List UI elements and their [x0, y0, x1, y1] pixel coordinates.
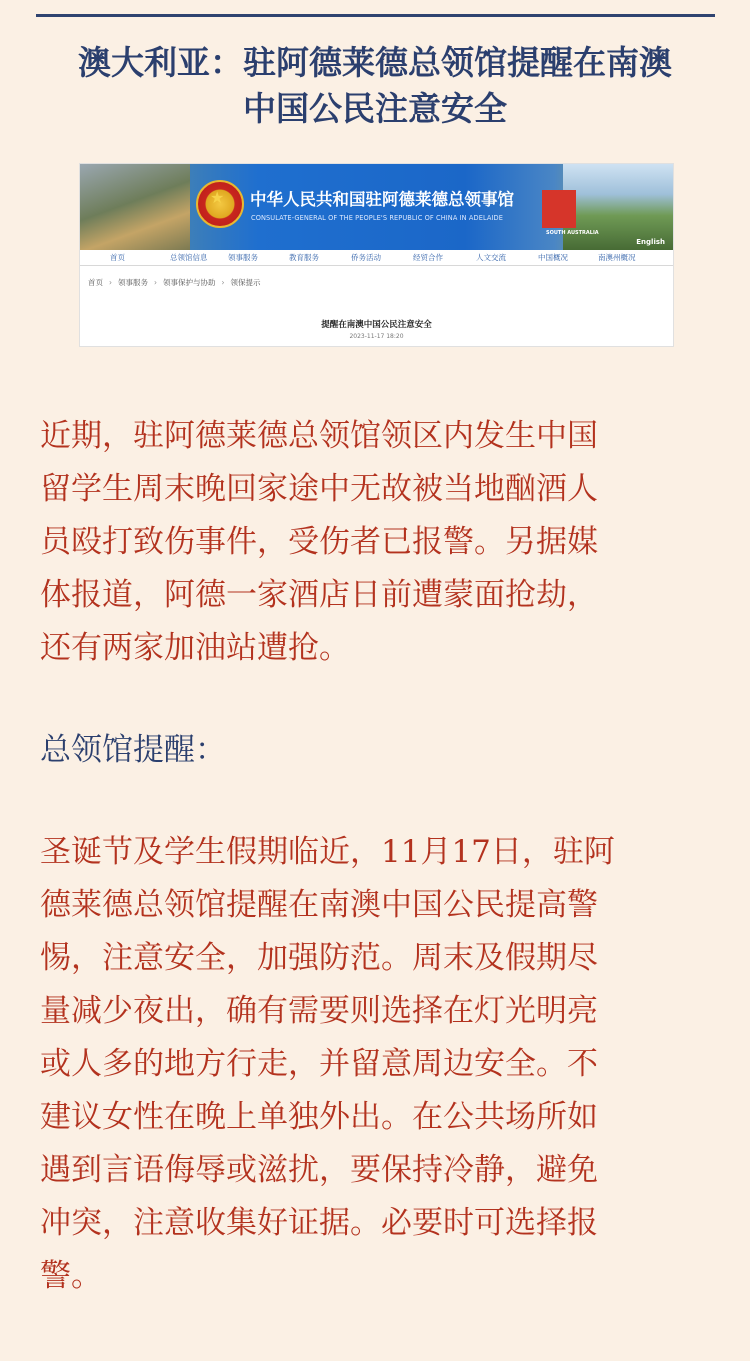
paragraph-line: 体报道，阿德一家酒店日前遭蒙面抢劫， [40, 577, 598, 613]
nav-overseas-chinese[interactable]: 侨务活动 [351, 253, 381, 262]
paragraph-advice [40, 826, 720, 1303]
banner-title: 中华人民共和国驻阿德莱德总领事馆 [250, 190, 514, 209]
paragraph-line: 建议女性在晚上单独外出。在公共场所如 [40, 1099, 598, 1135]
paragraph-line: 遇到言语侮辱或滋扰，要保持冷静，避免 [40, 1152, 598, 1188]
paragraph-line: 圣诞节及学生假期临近，11月17日，驻阿 [40, 834, 615, 870]
paragraph-line: 还有两家加油站遭抢。 [40, 630, 350, 666]
south-australia-logo-text: SOUTH AUSTRALIA [546, 230, 599, 236]
paragraph-line: 德莱德总领馆提醒在南澳中国公民提高警 [40, 887, 598, 923]
nav-culture[interactable]: 人文交流 [476, 253, 506, 262]
paragraph-line: 或人多的地方行走，并留意周边安全。不 [40, 1046, 598, 1082]
breadcrumb-protection[interactable]: 领事保护与协助 [163, 278, 216, 287]
nav-consular-service[interactable]: 领事服务 [228, 253, 258, 262]
website-banner [80, 164, 673, 250]
paragraph-line: 留学生周末晚回家途中无故被当地酗酒人 [40, 471, 598, 507]
nav-home[interactable]: 首页 [110, 253, 125, 262]
section-heading: 总领馆提醒： [40, 732, 226, 768]
title-line-1: 澳大利亚：驻阿德莱德总领馆提醒在南澳 [78, 43, 672, 82]
consulate-website-screenshot [79, 163, 674, 347]
breadcrumb-consular[interactable]: 领事服务 [118, 278, 148, 287]
paragraph-line: 警。 [40, 1258, 102, 1294]
breadcrumb-notice[interactable]: 领保提示 [230, 278, 261, 287]
english-link[interactable]: English [636, 238, 665, 246]
top-divider [36, 14, 715, 17]
nav-education[interactable]: 教育服务 [289, 253, 319, 262]
page-title [0, 40, 750, 132]
nav-consulate-info[interactable]: 总领馆信息 [170, 253, 208, 262]
south-australia-logo [542, 190, 576, 228]
banner-subtitle: CONSULATE-GENERAL OF THE PEOPLE'S REPUBLIC OF CHINA IN ADELAIDE [251, 214, 503, 222]
article-date: 2023-11-17 18:20 [349, 333, 404, 340]
paragraph-line: 量减少夜出，确有需要则选择在灯光明亮 [40, 993, 598, 1029]
paragraph-line: 员殴打致伤事件，受伤者已报警。另据媒 [40, 524, 598, 560]
breadcrumb: 首页 › 领事服务 › 领事保护与协助 › 领保提示 [88, 278, 261, 287]
paragraph-line: 冲突，注意收集好证据。必要时可选择报 [40, 1205, 598, 1241]
national-emblem-icon: ★ [196, 180, 244, 228]
website-nav [80, 250, 673, 266]
great-wall-image [80, 164, 190, 250]
paragraph-line: 惕，注意安全，加强防范。周末及假期尽 [40, 940, 598, 976]
title-line-2: 中国公民注意安全 [243, 89, 507, 128]
article-title: 提醒在南澳中国公民注意安全 [321, 320, 432, 330]
nav-trade[interactable]: 经贸合作 [413, 253, 443, 262]
breadcrumb-home[interactable]: 首页 [88, 278, 103, 287]
paragraph-incident [40, 410, 720, 675]
nav-china-overview[interactable]: 中国概况 [538, 253, 568, 262]
paragraph-line: 近期，驻阿德莱德总领馆领区内发生中国 [40, 418, 598, 454]
nav-sa-overview[interactable]: 南澳州概况 [598, 253, 636, 262]
